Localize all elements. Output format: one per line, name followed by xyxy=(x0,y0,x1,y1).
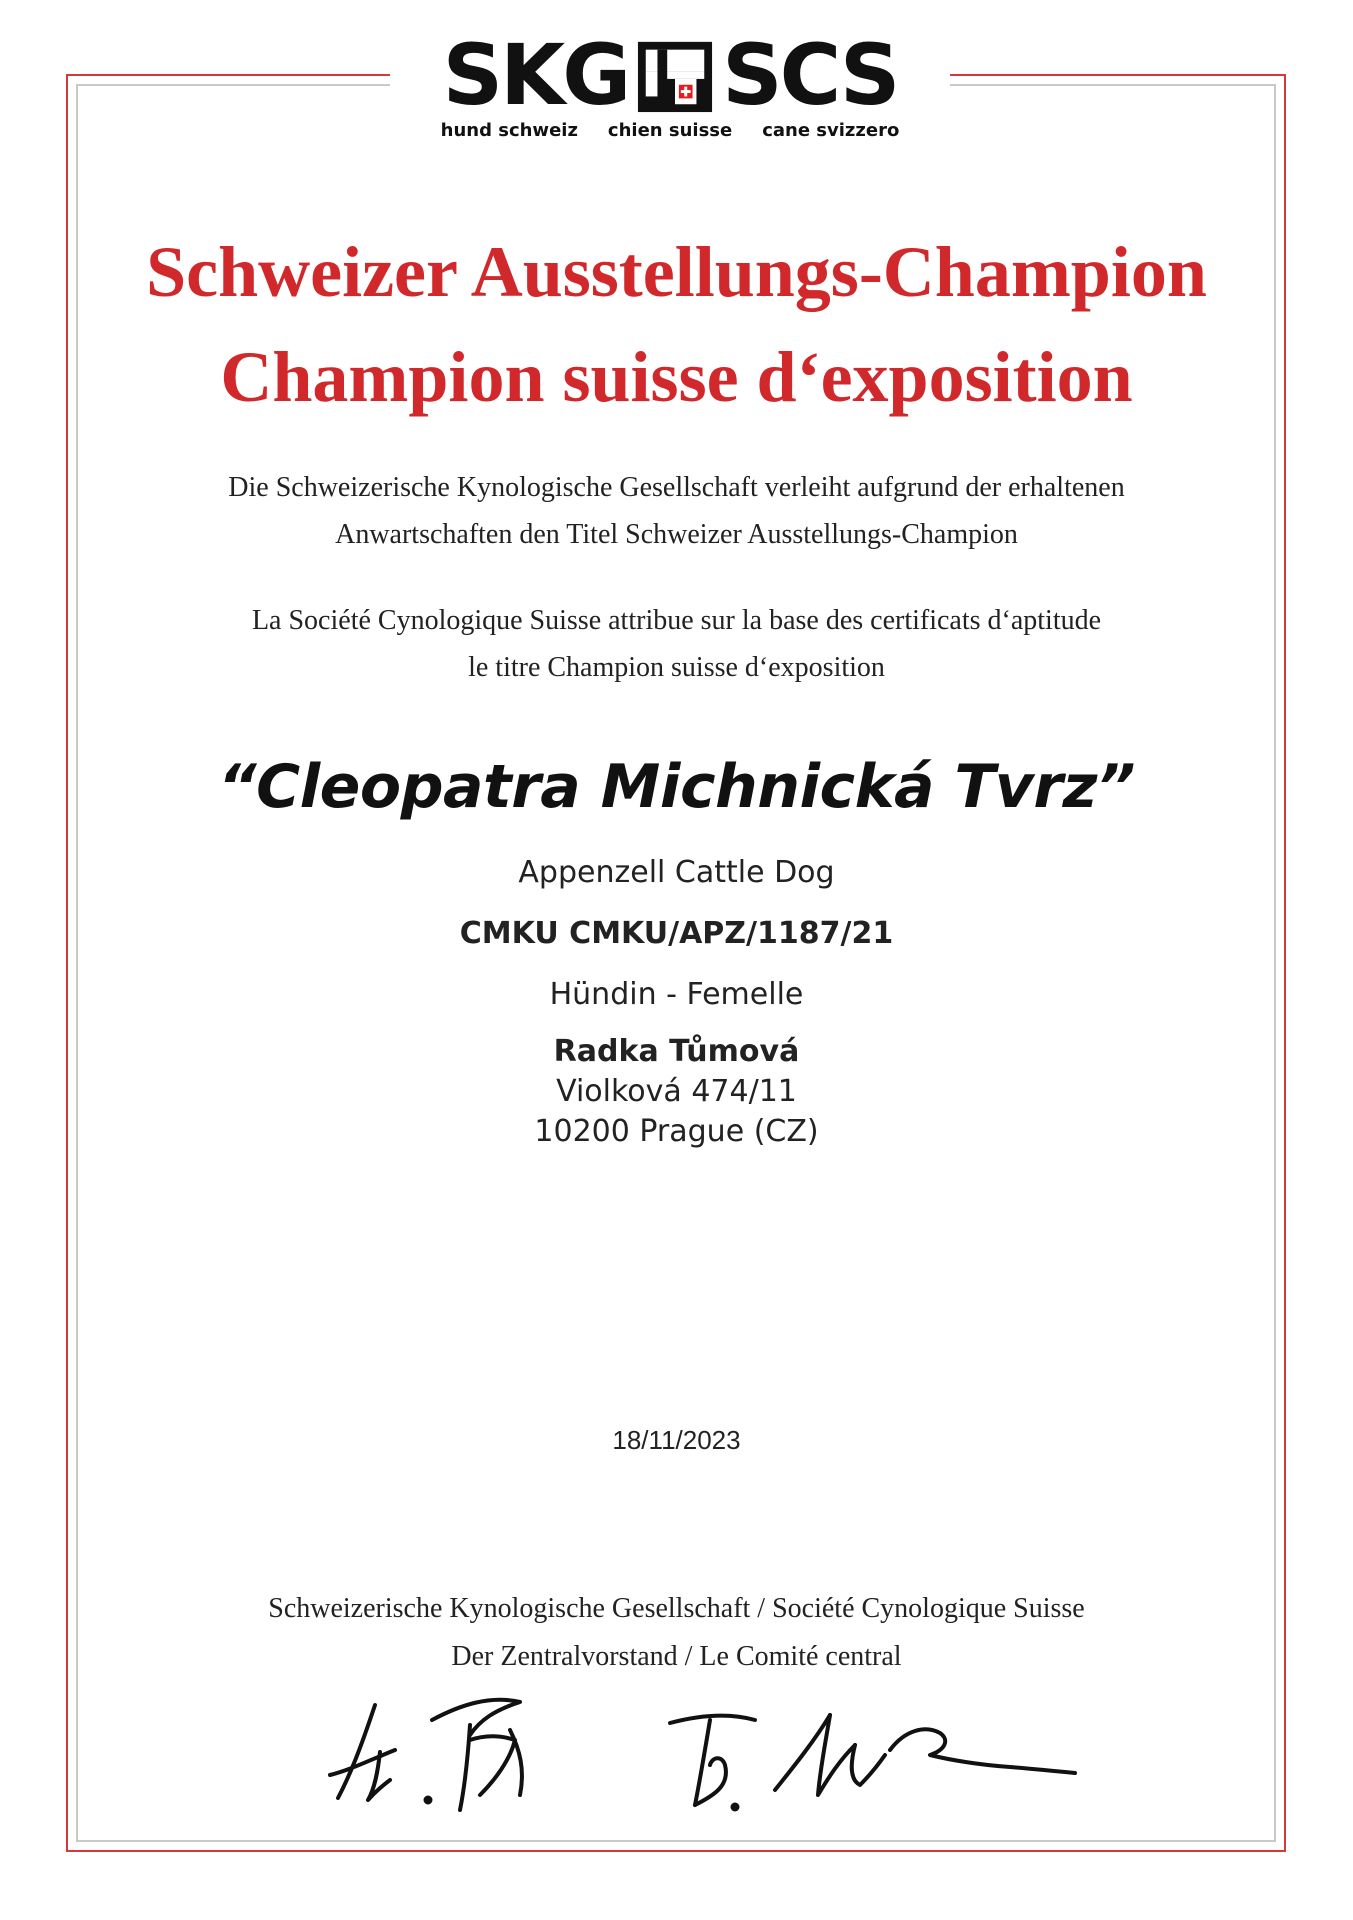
footer xyxy=(0,1585,1353,1681)
logo-subtitle-fr: chien suisse xyxy=(607,120,733,141)
text-de-line2: Anwartschaften den Titel Schweizer Ausstellungs-Champion xyxy=(335,519,1018,550)
logo-subtitle-it: cane svizzero xyxy=(762,120,900,141)
text-fr-line1: La Société Cynologique Suisse attribue sur la base des certificats d‘aptitude xyxy=(251,605,1102,636)
dog-breed: Appenzell Cattle Dog xyxy=(518,855,835,890)
text-fr-line2: le titre Champion suisse d‘exposition xyxy=(468,652,885,683)
skg-scs-logo xyxy=(390,26,950,150)
footer-line2: Der Zentralvorstand / Le Comité central xyxy=(451,1641,902,1672)
signature-right xyxy=(650,1695,1090,1825)
dog-name: “Cleopatra Michnická Tvrz” xyxy=(217,752,1136,822)
dog-registration: CMKU CMKU/APZ/1187/21 xyxy=(459,916,894,951)
logo-skg: SKG xyxy=(442,26,629,124)
owner-name: Radka Tůmová xyxy=(553,1034,800,1069)
dog-sex: Hündin - Femelle xyxy=(549,977,804,1012)
title-de: Schweizer Ausstellungs-Champion xyxy=(146,232,1207,312)
owner-city: 10200 Prague (CZ) xyxy=(534,1114,819,1149)
owner-street: Violková 474/11 xyxy=(556,1074,797,1109)
logo-subtitle-de: hund schweiz xyxy=(440,120,578,141)
swiss-house-icon xyxy=(636,36,714,114)
logo-scs: SCS xyxy=(722,26,898,124)
owner-address xyxy=(0,1032,1353,1152)
title-fr: Champion suisse d‘exposition xyxy=(220,337,1133,417)
award-date: 18/11/2023 xyxy=(612,1425,741,1455)
footer-line1: Schweizerische Kynologische Gesellschaft / Société Cynologique Suisse xyxy=(268,1593,1085,1624)
signature-left xyxy=(320,1680,580,1830)
text-de-line1: Die Schweizerische Kynologische Gesellschaft verleiht aufgrund der erhaltenen xyxy=(228,472,1125,503)
